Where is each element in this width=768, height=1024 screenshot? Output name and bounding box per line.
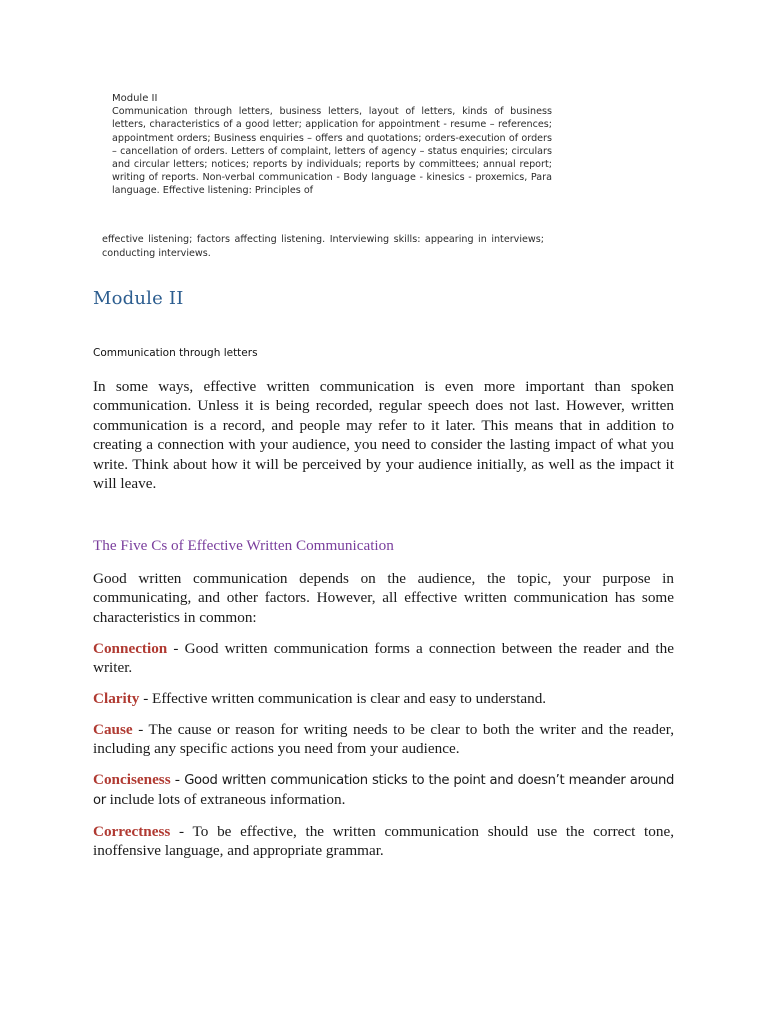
section-subheading: Communication through letters	[93, 347, 258, 359]
desc-conciseness-end: include lots of extraneous information.	[105, 791, 346, 808]
syllabus-text: Communication through letters, business letters, layout of letters, kinds of business letters, characteristics of a good letter; application for appointment - resume – references; appointment orders; Business enquiries – offers and quotations; orders-execution of orders – cancellation of orders. Letters of complaint, letters of agency – status enquiries; circulars and circular letters; notices; reports by individuals; reports by committees; annual report; writing of reports. Non-verbal communication - Body language - kinesics - proxemics, Para language. Effective listening: Principles of	[112, 106, 552, 197]
list-item-conciseness	[93, 770, 674, 811]
five-cs-heading: The Five Cs of Effective Written Communication	[93, 537, 394, 554]
desc-connection: - Good written communication forms a connection between the reader and the writer.	[93, 640, 674, 677]
five-cs-list	[93, 639, 674, 872]
term-conciseness: Conciseness	[93, 770, 171, 788]
list-item-cause	[93, 720, 674, 759]
desc-cause: - The cause or reason for writing needs to be clear to both the writer and the reader, including any specific actions you need from your audience.	[93, 720, 674, 757]
intro-paragraph: In some ways, effective written communication is even more important than spoken communication. Unless it is being recorded, regular speech does not last. However, written communication is a record, and people may refer to it later. This means that in addition to creating a connection with your audience, you need to consider the lasting impact of what you write. Think about how it will be perceived by your audience initially, as well as the impact it will leave.	[93, 378, 674, 493]
syllabus-continuation: effective listening; factors affecting listening. Interviewing skills: appearing in interviews; conducting interviews.	[102, 234, 544, 259]
desc-correctness: - To be effective, the written communication should use the correct tone, inoffensive language, and appropriate grammar.	[93, 822, 674, 859]
syllabus-heading: Module II	[112, 93, 158, 104]
desc-clarity: - Effective written communication is clear and easy to understand.	[139, 690, 547, 707]
term-connection: Connection	[93, 640, 168, 657]
desc-conciseness-dash: -	[170, 770, 185, 788]
list-item-clarity	[93, 689, 674, 708]
term-cause: Cause	[93, 720, 133, 738]
list-item-connection	[93, 639, 674, 678]
syllabus-excerpt	[112, 92, 552, 198]
module-title: Module II	[93, 288, 184, 309]
desc-conciseness-main: Good written communication sticks to the point and doesn’t meander around or	[93, 772, 674, 808]
five-cs-intro: Good written communication depends on the audience, the topic, your purpose in communicating, and other factors. However, all effective written communication has some characteristics in common:	[93, 570, 674, 626]
term-correctness: Correctness	[93, 822, 171, 840]
term-clarity: Clarity	[93, 690, 140, 707]
list-item-correctness	[93, 822, 674, 861]
